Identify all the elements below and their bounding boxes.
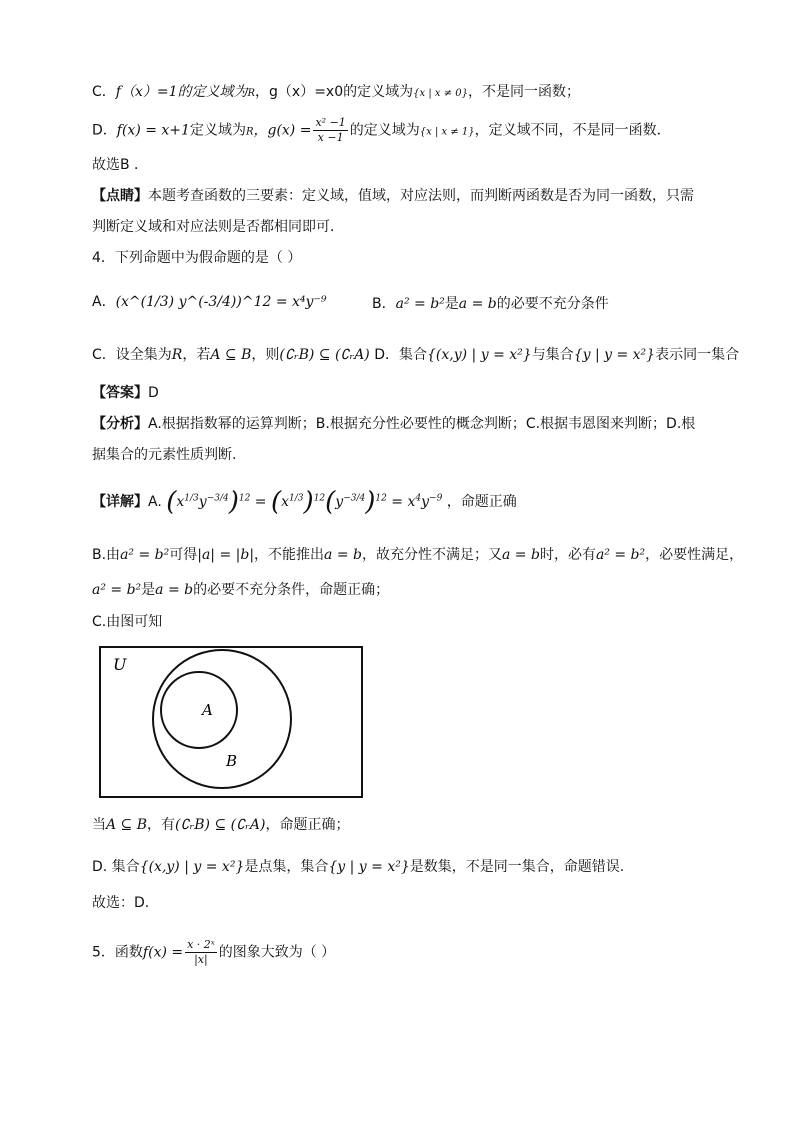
answer-line — [92, 383, 159, 403]
math: a² = b² — [595, 547, 646, 563]
math: a² = b² — [395, 296, 445, 312]
math: (∁ᵣB) ⊆ (∁ᵣA) — [175, 817, 266, 833]
text: ，不是同一函数； — [467, 84, 580, 100]
text: ，若 — [182, 347, 211, 363]
math: a = b — [502, 547, 540, 563]
math: A ⊆ B — [210, 347, 252, 363]
choose-q4: 故选：D. — [92, 895, 150, 911]
denominator: x −1 — [317, 131, 344, 144]
label-a: A — [202, 701, 213, 719]
fraction — [185, 938, 217, 967]
math: (x^(1/3) y^(-3/4))^12 = x⁴y⁻⁹ — [115, 294, 327, 310]
math: f(x) = x+1 — [116, 122, 190, 139]
math: a = b — [324, 547, 362, 563]
universal-set-box — [100, 647, 362, 797]
label: B． — [372, 296, 396, 312]
text: 时，必有 — [539, 547, 596, 563]
option-d-q3 — [92, 116, 671, 145]
numerator: x² −1 — [315, 116, 346, 129]
detail-d-line — [92, 857, 624, 877]
math: a² = b² — [92, 582, 142, 598]
label-u: U — [113, 655, 127, 674]
math: ，g(x) = — [253, 122, 312, 139]
label: D．集合 — [374, 347, 428, 363]
text: 的定义域为 — [349, 122, 420, 139]
tag: 【详解】 — [92, 494, 148, 510]
tag: 【答案】 — [92, 385, 148, 401]
option-b-q4 — [372, 294, 609, 314]
text: ，必要性满足， — [645, 547, 744, 563]
text: ，命题正确； — [265, 817, 350, 833]
text: 是 — [444, 296, 459, 312]
text: 是点集，集合 — [244, 859, 329, 875]
text: 的必要不充分条件 — [496, 296, 609, 312]
label-b: B — [226, 752, 238, 770]
text: ，命题正确 — [446, 494, 517, 510]
math: a = b — [155, 582, 194, 598]
math: |a| = |b| — [197, 547, 255, 563]
math: a = b — [458, 296, 497, 312]
text: ，g（x）=x0的定义域为 — [255, 84, 414, 100]
math: R — [245, 126, 254, 138]
venn-diagram — [98, 645, 364, 799]
math: f(x) = — [142, 944, 184, 961]
detail-a-line — [92, 487, 517, 517]
text: 表示同一集合 — [655, 347, 740, 363]
math: {x | x ≠ 0} — [413, 88, 468, 99]
math: {(x,y) | y = x²} — [427, 347, 532, 363]
detail-b-line-2 — [92, 580, 389, 600]
choose-q3: 故选B ． — [92, 157, 149, 173]
numerator: x · 2ˣ — [187, 938, 215, 951]
math: (∁ᵣB) ⊆ (∁ᵣA) — [279, 347, 370, 363]
text: 定义域为 — [189, 122, 246, 139]
detail-c-intro: C.由图可知 — [92, 614, 163, 630]
set-a-circle — [161, 672, 237, 748]
tag: 【分析】 — [92, 416, 148, 432]
math: {(x,y) | y = x²} — [139, 859, 245, 875]
text: 可得 — [169, 547, 198, 563]
text: ，定义域不同，不是同一函数． — [474, 122, 671, 139]
math: R — [171, 347, 183, 363]
text: B.由 — [92, 547, 121, 563]
detail-a-expr: $(x^{1/3}y^{-3/4})^{12} = (x^{1/3})^{12}(y^{-3/4})^{12} = x^4y^{-9}$ — [166, 487, 443, 517]
label: C． — [92, 84, 116, 100]
comment-line-1 — [92, 186, 694, 206]
question-4: 4．下列命题中为假命题的是（ ） — [92, 250, 302, 266]
text: ，不能推出 — [254, 547, 325, 563]
label: A． — [92, 294, 116, 310]
text: D. 集合 — [92, 859, 140, 875]
text: 是 — [141, 582, 156, 598]
text: 是数集，不是同一集合，命题错误. — [409, 859, 625, 875]
text: 5．函数 — [92, 944, 143, 961]
label: A. — [148, 494, 162, 510]
option-cd-q4 — [92, 345, 739, 365]
detail-c-result — [92, 815, 349, 835]
math: f（x）=1的定义域为 — [115, 84, 248, 100]
analysis-line-2: 据集合的元素性质判断. — [92, 447, 237, 463]
text: 的必要不充分条件，命题正确； — [193, 582, 390, 598]
math: a² = b² — [120, 547, 170, 563]
text: 与集合 — [531, 347, 574, 363]
label: C．设全集为 — [92, 347, 172, 363]
analysis-line-1 — [92, 414, 695, 434]
comment-line-2: 判断定义域和对应法则是否都相同即可． — [92, 219, 344, 235]
text: 当 — [92, 817, 106, 833]
text: ，有 — [147, 817, 176, 833]
math: {y | y = x²} — [573, 347, 656, 363]
answer: D — [148, 385, 159, 401]
text: ，则 — [251, 347, 280, 363]
text: ，故充分性不满足；又 — [362, 547, 502, 563]
text: A.根据指数幂的运算判断；B.根据充分性必要性的概念判断；C.根据韦恩图来判断；D.根 — [148, 416, 696, 432]
text: 的图象大致为（ ） — [218, 944, 336, 961]
question-5 — [92, 938, 335, 967]
tag: 【点睛】 — [92, 188, 148, 204]
math: A ⊆ B — [106, 817, 148, 833]
text: 本题考查函数的三要素：定义域，值域，对应法则，而判断两函数是否为同一函数，只需 — [148, 188, 694, 204]
option-a-q4 — [92, 292, 326, 312]
label: D． — [92, 122, 117, 139]
detail-b-line-1 — [92, 545, 743, 565]
set-b-circle — [153, 650, 291, 788]
math: R — [247, 88, 256, 99]
math: {y | y = x²} — [328, 859, 410, 875]
denominator: |x| — [194, 953, 208, 966]
math: {x | x ≠ 1} — [419, 126, 475, 138]
fraction — [313, 116, 347, 145]
option-c-q3 — [92, 82, 580, 104]
